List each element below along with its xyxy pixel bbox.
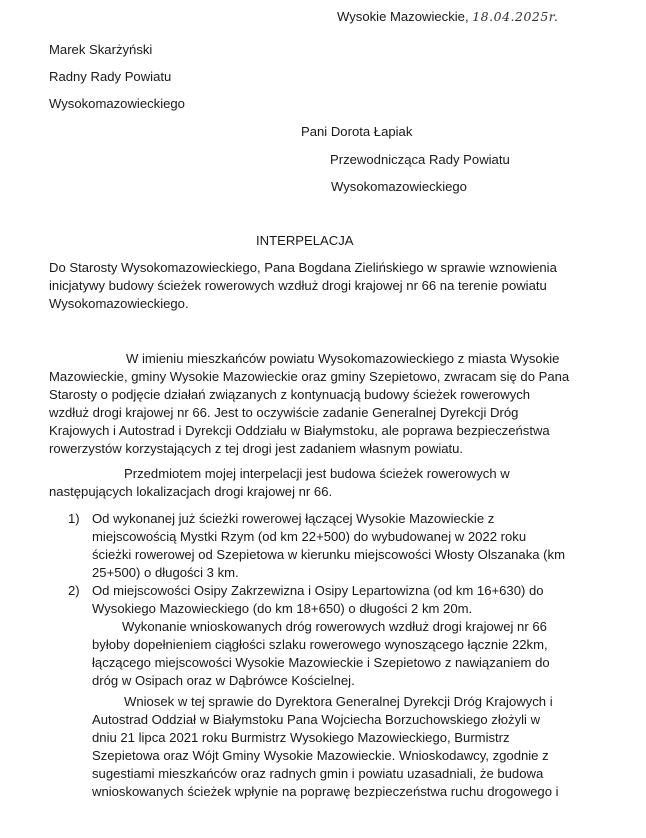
list-item-line: 25+500) o długości 3 km. — [92, 565, 239, 580]
paragraph-line: Autostrad Oddział w Białymstoku Pana Wojciecha Borzuchowskiego złożyli w — [92, 712, 541, 727]
list-item-line: Od miejscowości Osipy Zakrzewizna i Osipy Lepartowizna (od km 16+630) do — [92, 583, 544, 598]
list-item-line: Wysokiego Mazowieckiego (do km 18+650) o długości 2 km 20m. — [92, 601, 473, 616]
paragraph-line: dróg w Osipach oraz w Dąbrówce Kościelnej. — [92, 673, 355, 688]
paragraph-line: rowerzystów korzystających z tej drogi jest zadaniem własnym powiatu. — [49, 441, 464, 456]
sender-district: Wysokomazowieckiego — [49, 96, 185, 111]
paragraph-line: byłoby dopełnieniem ciągłości szlaku rowerowego wynoszącego łącznie 22km, — [92, 637, 548, 652]
paragraph-line: sugestiami mieszkańców oraz radnych gmin i powiatu uzasadniali, że budowa — [92, 766, 544, 781]
recipient-name: Pani Dorota Łapiak — [301, 124, 413, 139]
paragraph-line: Krajowych i Autostrad i Dyrekcji Oddziału w Białymstoku, ale poprawa bezpieczeństwa — [49, 423, 550, 438]
subject-line: Do Starosty Wysokomazowieckiego, Pana Bogdana Zielińskiego w sprawie wznowienia — [49, 260, 557, 275]
date-place: Wysokie Mazowieckie, — [337, 9, 469, 24]
list-marker: 2) — [68, 583, 80, 598]
sender-role: Radny Rady Powiatu — [49, 69, 172, 84]
handwritten-date: 18.04.2025r. — [472, 9, 559, 24]
list-item-line: Od wykonanej już ścieżki rowerowej łączącej Wysokie Mazowieckie z — [92, 511, 495, 526]
paragraph-line: Wniosek w tej sprawie do Dyrektora Generalnej Dyrekcji Dróg Krajowych i — [124, 694, 553, 709]
paragraph-line: Wykonanie wnioskowanych dróg rowerowych wzdłuż drogi krajowej nr 66 — [122, 619, 547, 634]
paragraph-line: Przedmiotem mojej interpelacji jest budowa ścieżek rowerowych w — [124, 466, 510, 481]
recipient-district: Wysokomazowieckiego — [331, 179, 467, 194]
sender-name: Marek Skarżyński — [49, 42, 153, 57]
subject-line: inicjatywy budowy ścieżek rowerowych wzdłuż drogi krajowej nr 66 na terenie powiatu — [49, 278, 547, 293]
paragraph-line: dniu 21 lipca 2021 roku Burmistrz Wysokiego Mazowieckiego, Burmistrz — [92, 730, 510, 745]
list-marker: 1) — [68, 511, 80, 526]
paragraph-line: wzdłuż drogi krajowej nr 66. Jest to oczywiście zadanie Generalnej Dyrekcji Dróg — [49, 405, 519, 420]
date-line — [337, 9, 558, 25]
paragraph-line: W imieniu mieszkańców powiatu Wysokomazowieckiego z miasta Wysokie — [126, 351, 560, 366]
paragraph-line: Szepietowa oraz Wójt Gminy Wysokie Mazowieckie. Wnioskodawcy, zgodnie z — [92, 748, 549, 763]
recipient-role: Przewodnicząca Rady Powiatu — [330, 152, 510, 167]
list-item-line: ścieżki rowerowej od Szepietowa w kierunku miejscowości Włosty Olszanaka (km — [92, 547, 565, 562]
paragraph-line: Starosty o podjęcie działań związanych z kontynuacją budowy ścieżek rowerowych — [49, 387, 531, 402]
paragraph-line: łączącego miejscowości Wysokie Mazowieckie i Szepietowo z nawiązaniem do — [92, 655, 550, 670]
paragraph-line: wnioskowanych ścieżek wpłynie na poprawę bezpieczeństwa ruchu drogowego i — [92, 784, 559, 799]
list-item-line: miejscowością Mystki Rzym (od km 22+500) do wybudowanej w 2022 roku — [92, 529, 527, 544]
document-title: INTERPELACJA — [256, 233, 354, 248]
paragraph-line: Mazowieckie, gminy Wysokie Mazowieckie oraz gminy Szepietowo, zwracam się do Pana — [49, 369, 570, 384]
subject-line: Wysokomazowieckiego. — [49, 296, 189, 311]
paragraph-line: następujących lokalizacjach drogi krajowej nr 66. — [49, 484, 333, 499]
